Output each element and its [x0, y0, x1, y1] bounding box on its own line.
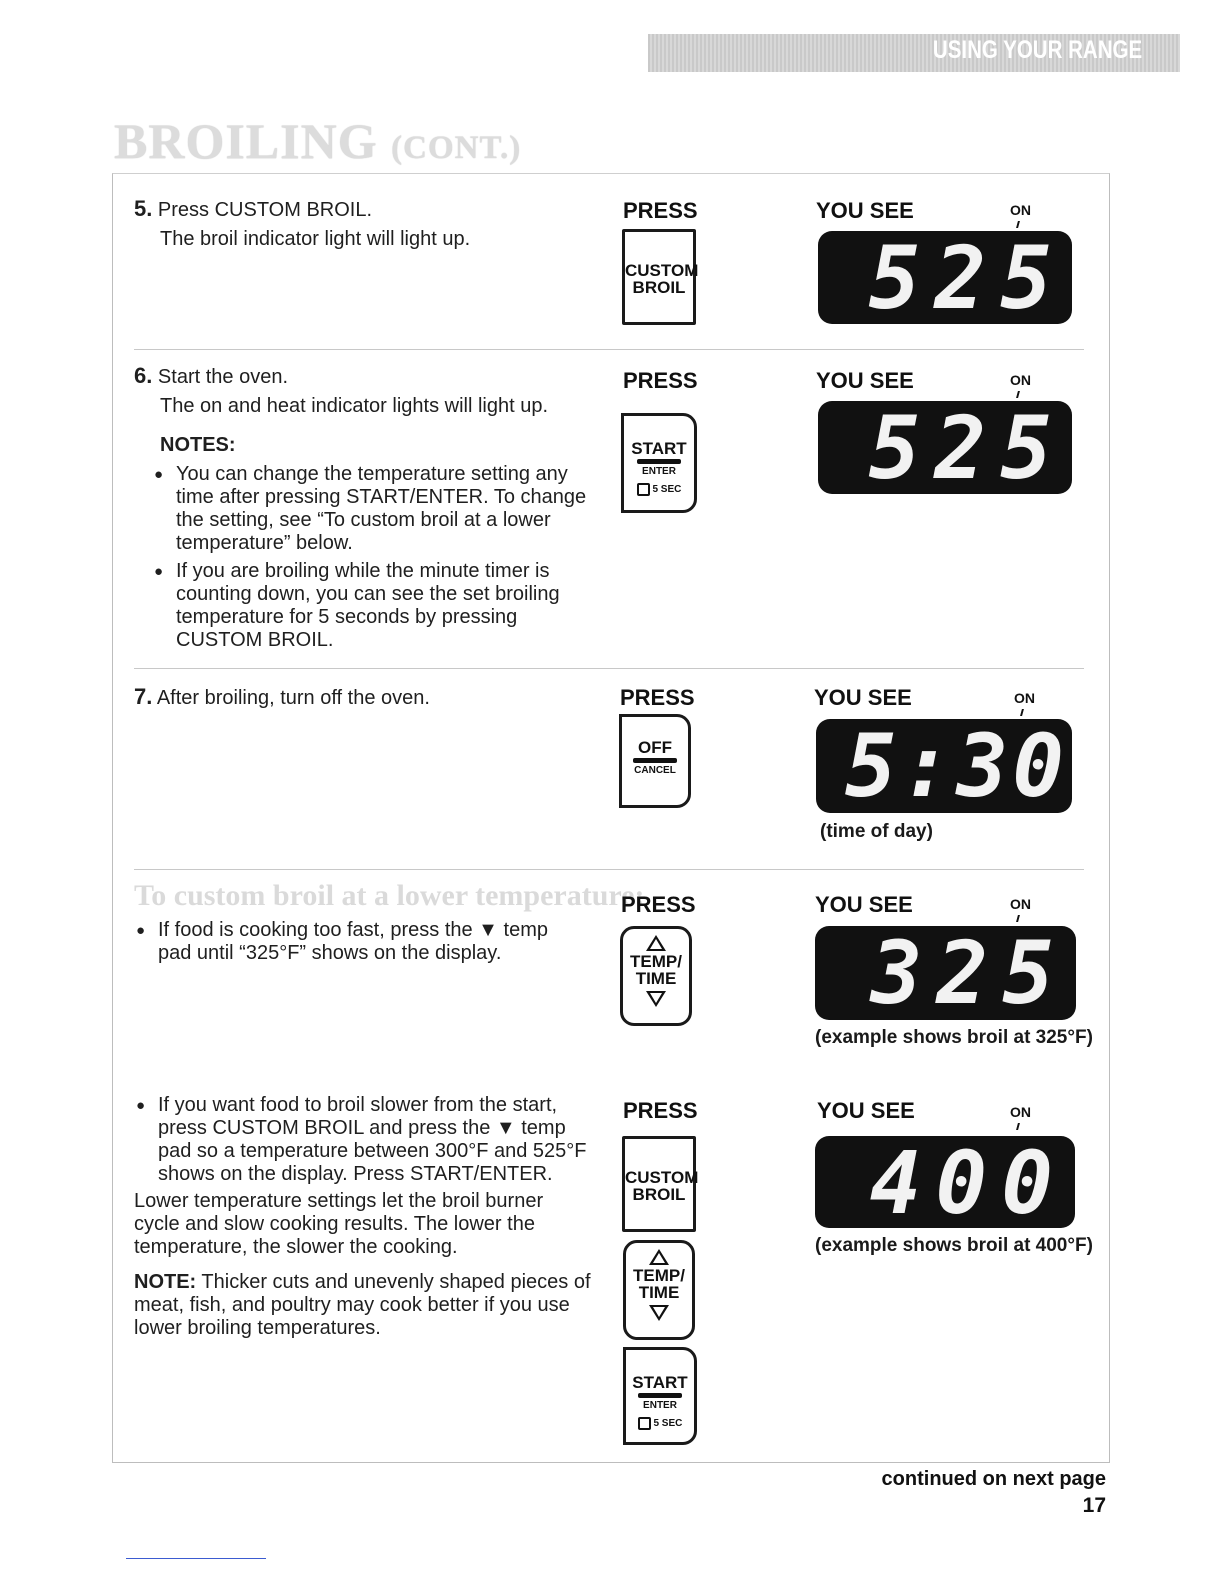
page-title-main: BROILING [114, 113, 378, 169]
display-caption: (example shows broil at 325°F) [815, 1027, 1093, 1048]
lock-icon [638, 1417, 651, 1430]
you-see-label: YOU SEE [814, 685, 912, 710]
step-title: Start the oven. [157, 366, 288, 388]
note-text: Thicker cuts and unevenly shaped pieces of meat, fish, and poultry may cook better if you use lower broiling temperatures. [134, 1271, 591, 1339]
press-label: PRESS [623, 368, 698, 393]
cancel-label: CANCEL [634, 765, 676, 776]
time-label: TIME [635, 969, 677, 988]
note [134, 1271, 606, 1340]
instruction-bullet: ● If you want food to broil slower from the start, press CUSTOM BROIL and press the ▼ temp pad so a temperature between 300°F and 525°F shows on the display. Press START/ENTER. [158, 1094, 598, 1186]
step-body: The on and heat indicator lights will light up. [160, 395, 549, 417]
instruction-bullet: ● If food is cooking too fast, press the ▼ temp pad until “325°F” shows on the display. [158, 919, 578, 965]
continued-note: continued on next page [881, 1468, 1106, 1490]
enter-label: ENTER [643, 1400, 677, 1411]
oven-display [818, 399, 1072, 499]
lock-5sec [626, 1417, 694, 1430]
you-see-label: YOU SEE [817, 1098, 915, 1123]
step-title: After broiling, turn off the oven. [156, 687, 430, 709]
section-subheading: To custom broil at a lower temperature: [134, 879, 645, 912]
start-enter-button[interactable] [623, 1347, 697, 1445]
oven-display [818, 229, 1072, 329]
paragraph: Lower temperature settings let the broil burner cycle and slow cooking results. The lower the temperature, the slower the cooking. [134, 1190, 544, 1258]
lock-5sec [624, 483, 694, 496]
step-number: 6. [134, 363, 153, 388]
notes-label: NOTES: [160, 434, 236, 456]
note-item: ● You can change the temperature setting any time after pressing START/ENTER. To change the setting, see “To custom broil at a lower temperature” below. [176, 463, 596, 555]
page-number: 17 [1082, 1494, 1106, 1517]
start-label: START [631, 439, 687, 458]
temp-time-button[interactable] [620, 926, 692, 1026]
button-label-line1: CUSTOM [625, 1168, 699, 1187]
enter-label: ENTER [642, 466, 676, 477]
you-see-label: YOU SEE [815, 892, 913, 917]
on-indicator: ON [1010, 1104, 1031, 1120]
button-bar [637, 459, 681, 464]
on-indicator: ON [1010, 896, 1031, 912]
start-label: START [632, 1373, 688, 1392]
display-value: 5:30 [844, 717, 1068, 817]
you-see-label: YOU SEE [816, 368, 914, 393]
display-value: 525 [868, 399, 1066, 499]
button-bar [633, 758, 677, 763]
press-label: PRESS [620, 685, 695, 710]
triangle-down-icon [646, 991, 666, 1007]
step-number: 7. [134, 684, 153, 709]
button-label-line2: BROIL [632, 1185, 686, 1204]
footer-rule [126, 1558, 266, 1559]
step-5 [134, 197, 594, 251]
oven-display [816, 717, 1072, 817]
divider [134, 869, 1084, 870]
oven-display [815, 1134, 1075, 1234]
display-caption: (example shows broil at 400°F) [815, 1235, 1093, 1256]
press-label: PRESS [623, 198, 698, 223]
display-value: 400 [869, 1134, 1067, 1234]
page-title-sub: (CONT.) [391, 130, 522, 166]
oven-display [815, 924, 1076, 1024]
custom-broil-button[interactable] [622, 1136, 699, 1232]
time-label: TIME [638, 1283, 680, 1302]
section-header-tab [648, 34, 1180, 72]
triangle-up-icon [646, 935, 666, 951]
step-number: 5. [134, 196, 153, 221]
temp-label: TEMP/ [633, 1266, 685, 1285]
divider [134, 349, 1084, 350]
page-title [114, 112, 521, 170]
triangle-up-icon [649, 1249, 669, 1265]
display-value: 325 [870, 924, 1068, 1024]
on-indicator: ON [1014, 690, 1035, 706]
note-item: ● If you are broiling while the minute timer is counting down, you can see the set broiling temperature for 5 seconds by pressing CUSTOM BROIL. [176, 560, 596, 652]
press-label: PRESS [623, 1098, 698, 1123]
on-indicator: ON [1010, 372, 1031, 388]
press-label: PRESS [621, 892, 696, 917]
step-6 [134, 364, 594, 418]
note-label: NOTE: [134, 1271, 197, 1293]
divider [134, 668, 1084, 669]
on-indicator: ON [1010, 202, 1031, 218]
button-bar [638, 1393, 682, 1398]
button-label-line1: CUSTOM [625, 261, 699, 280]
triangle-down-icon [649, 1305, 669, 1321]
temp-time-button[interactable] [623, 1240, 695, 1340]
temp-label: TEMP/ [630, 952, 682, 971]
you-see-label: YOU SEE [816, 198, 914, 223]
custom-broil-button[interactable] [622, 229, 699, 325]
display-value: 525 [868, 229, 1066, 329]
step-7 [134, 685, 594, 710]
lock-icon [637, 483, 650, 496]
off-cancel-button[interactable] [619, 714, 691, 808]
step-title: Press CUSTOM BROIL. [157, 199, 373, 221]
start-enter-button[interactable] [621, 413, 697, 513]
display-caption: (time of day) [820, 821, 933, 842]
section-title: USING YOUR RANGE [932, 36, 1142, 64]
button-label-line2: BROIL [632, 278, 686, 297]
off-label: OFF [638, 738, 672, 757]
lock-text: 5 SEC [652, 484, 682, 496]
step-body: The broil indicator light will light up. [160, 228, 471, 250]
lock-text: 5 SEC [653, 1418, 683, 1430]
